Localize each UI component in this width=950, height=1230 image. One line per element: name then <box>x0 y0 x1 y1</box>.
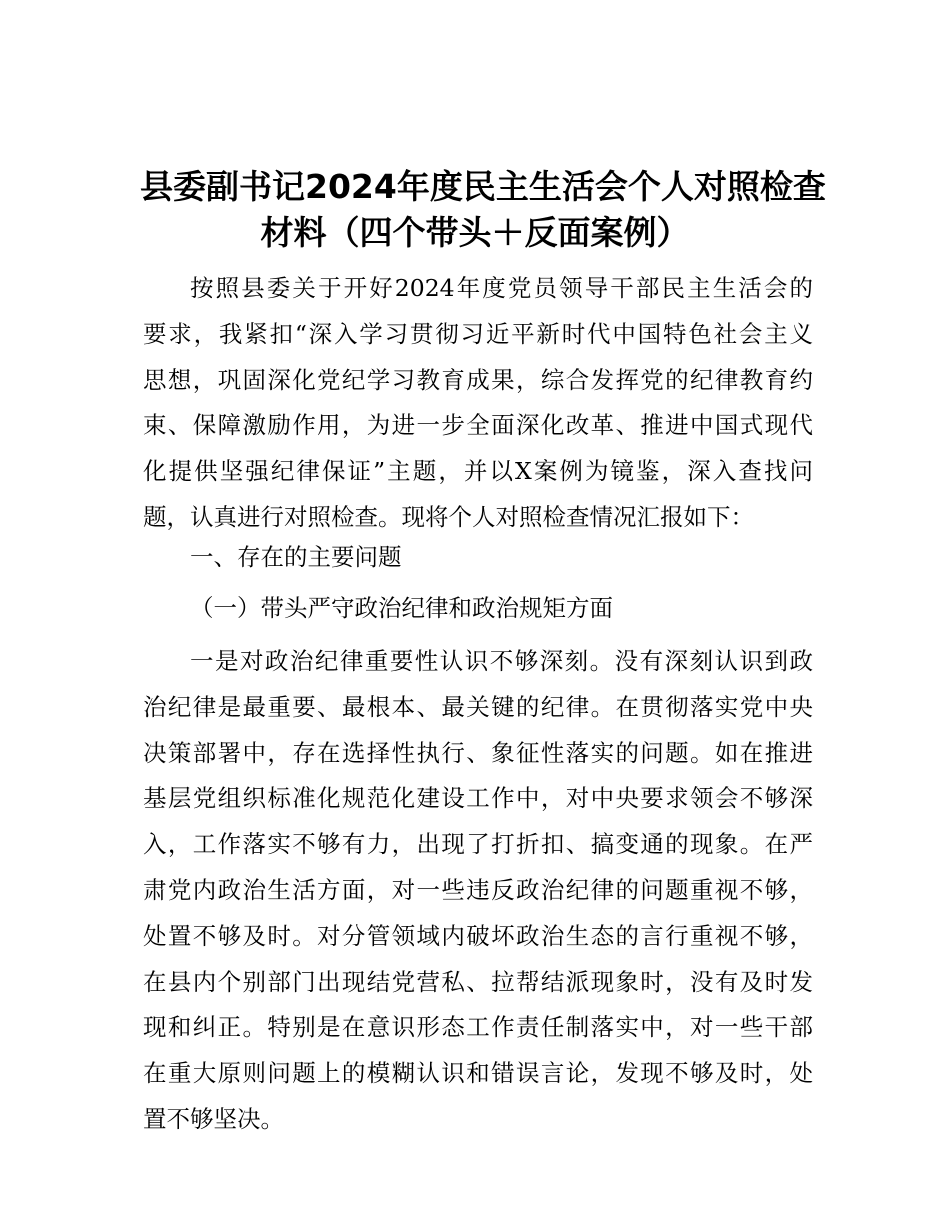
paragraph-line: 基层党组织标准化规范化建设工作中，对中央要求领会不够深 <box>143 784 813 813</box>
subsection-heading-text: （一）带头严守政治纪律和政治规矩方面 <box>190 594 613 622</box>
document-title <box>140 164 826 256</box>
title-line: 材料（四个带头＋反面案例） <box>260 213 690 252</box>
intro-line: 束、保障激励作用，为进一步全面深化改革、推进中国式现代 <box>143 411 813 440</box>
paragraph-line: 决策部署中，存在选择性执行、象征性落实的问题。如在推进 <box>143 738 813 767</box>
intro-line: 要求，我紧扣“深入学习贯彻习近平新时代中国特色社会主义 <box>143 319 813 348</box>
paragraph-line: 在重大原则问题上的模糊认识和错误言论，发现不够及时，处 <box>143 1059 813 1088</box>
paragraph-line: 处置不够及时。对分管领域内破坏政治生态的言行重视不够， <box>143 921 813 950</box>
problem-paragraph <box>143 639 813 1143</box>
paragraph-line: 在县内个别部门出现结党营私、拉帮结派现象时，没有及时发 <box>143 967 813 996</box>
intro-line: 思想，巩固深化党纪学习教育成果，综合发挥党的纪律教育约 <box>143 365 813 394</box>
section-heading <box>143 535 813 581</box>
paragraph-line: 一是对政治纪律重要性认识不够深刻。没有深刻认识到政 <box>190 647 813 675</box>
intro-paragraph <box>143 266 813 541</box>
intro-line: 题，认真进行对照检查。现将个人对照检查情况汇报如下： <box>143 502 754 531</box>
paragraph-line: 现和纠正。特别是在意识形态工作责任制落实中，对一些干部 <box>143 1013 813 1042</box>
paragraph-line: 置不够坚决。 <box>143 1104 284 1133</box>
paragraph-line: 肃党内政治生活方面，对一些违反政治纪律的问题重视不够， <box>143 875 813 904</box>
intro-line: 按照县委关于开好2024年度党员领导干部民主生活会的 <box>190 274 813 302</box>
paragraph-line: 治纪律是最重要、最根本、最关键的纪律。在贯彻落实党中央 <box>143 692 813 721</box>
section-heading-text: 一、存在的主要问题 <box>190 543 402 571</box>
intro-line: 化提供坚强纪律保证”主题，并以X案例为镜鉴，深入查找问 <box>143 457 813 486</box>
subsection-heading <box>143 586 813 632</box>
title-line: 县委副书记2024年度民主生活会个人对照检查 <box>140 167 826 206</box>
paragraph-line: 入，工作落实不够有力，出现了打折扣、搞变通的现象。在严 <box>143 830 813 859</box>
